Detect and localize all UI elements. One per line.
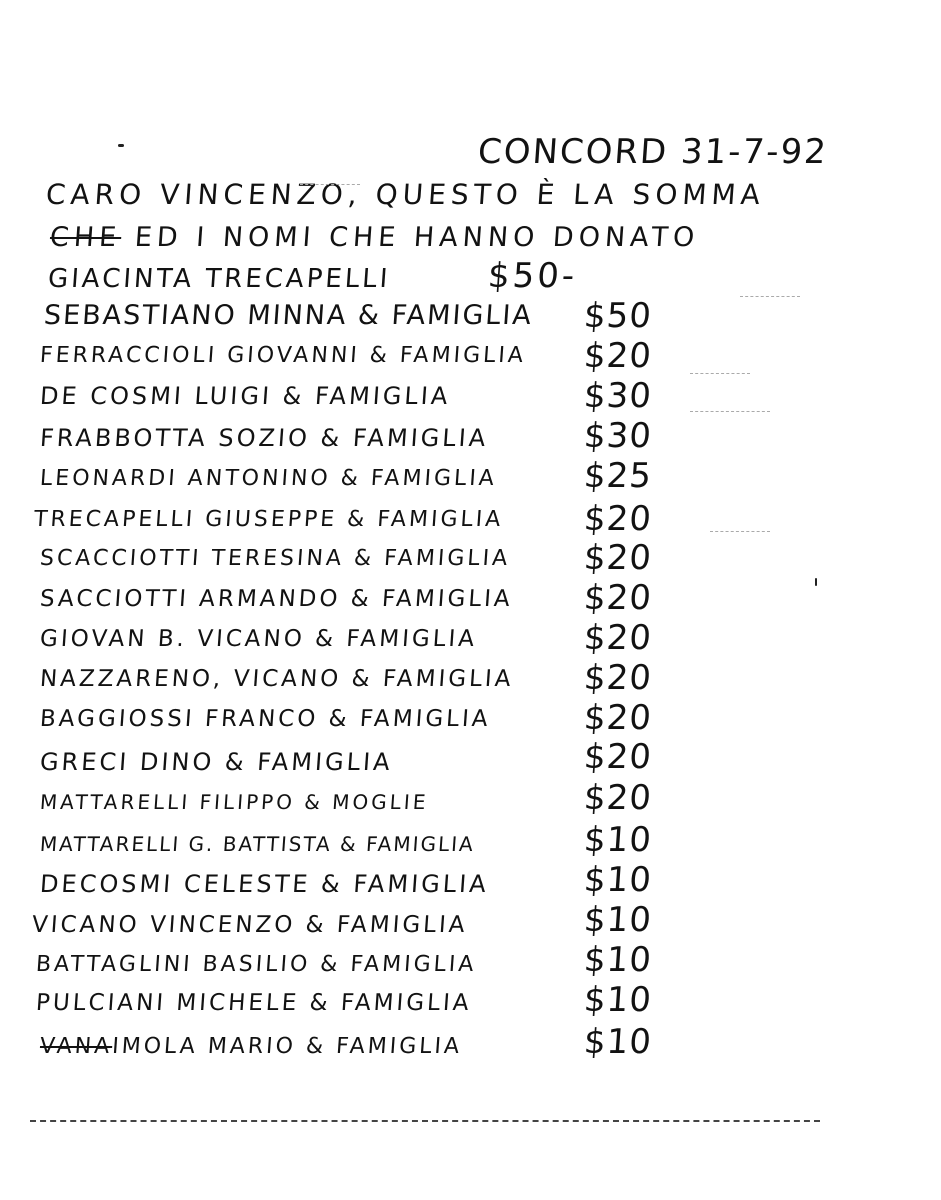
letter-intro-text: ED I NOMI CHE HANNO DONATO — [133, 222, 701, 253]
donor-amount: $50- — [486, 256, 579, 296]
donor-amount: $20 — [582, 737, 654, 777]
scan-speck — [118, 144, 124, 147]
scan-artifact — [710, 531, 770, 532]
donor-amount: $10 — [582, 820, 654, 860]
donor-amount: $20 — [582, 336, 654, 376]
scan-artifact — [740, 296, 800, 297]
donor-name: GIOVAN B. VICANO & FAMIGLIA — [39, 626, 478, 652]
donor-name: SACCIOTTI ARMANDO & FAMIGLIA — [39, 586, 514, 612]
donor-amount: $20 — [582, 658, 654, 698]
donor-name: NAZZARENO, VICANO & FAMIGLIA — [39, 666, 515, 692]
donor-name — [39, 1034, 463, 1059]
donor-amount: $25 — [582, 456, 654, 496]
donor-amount: $20 — [582, 618, 654, 658]
scan-speck — [815, 578, 817, 586]
donor-name: BATTAGLINI BASILIO & FAMIGLIA — [35, 952, 478, 977]
donor-amount: $20 — [582, 578, 654, 618]
donor-name: FERRACCIOLI GIOVANNI & FAMIGLIA — [39, 343, 527, 368]
struck-word: VANA — [39, 1034, 114, 1059]
donor-amount: $10 — [582, 900, 654, 940]
donor-amount: $10 — [582, 980, 654, 1020]
donor-name: GRECI DINO & FAMIGLIA — [39, 748, 394, 776]
donor-name: FRABBOTTA SOZIO & FAMIGLIA — [39, 424, 490, 452]
donor-amount: $20 — [582, 538, 654, 578]
donor-name: TRECAPELLI GIUSEPPE & FAMIGLIA — [33, 507, 505, 532]
donor-name: MATTARELLI G. BATTISTA & FAMIGLIA — [39, 832, 476, 856]
donor-amount: $30 — [582, 376, 654, 416]
donor-amount: $10 — [582, 940, 654, 980]
donor-name-text: IMOLA MARIO & FAMIGLIA — [111, 1034, 463, 1059]
donor-name: DE COSMI LUIGI & FAMIGLIA — [39, 382, 452, 410]
scan-artifact — [690, 411, 770, 412]
bottom-dashed-rule — [30, 1120, 820, 1122]
letter-greeting: CARO VINCENZO, QUESTO È LA SOMMA — [44, 178, 767, 211]
donor-name: GIACINTA TRECAPELLI — [46, 264, 392, 294]
scan-artifact — [300, 184, 360, 185]
donor-name: PULCIANI MICHELE & FAMIGLIA — [35, 990, 473, 1016]
donor-name: SCACCIOTTI TERESINA & FAMIGLIA — [39, 546, 511, 571]
donor-amount: $20 — [582, 778, 654, 818]
donor-amount: $50 — [582, 296, 654, 336]
donor-amount: $30 — [582, 416, 654, 456]
letter-date: CONCORD 31-7-92 — [476, 132, 830, 172]
donor-amount: $10 — [582, 860, 654, 900]
scan-artifact — [690, 373, 750, 374]
letter-intro-line — [49, 222, 700, 253]
donor-name: VICANO VINCENZO & FAMIGLIA — [31, 912, 469, 938]
donor-name: SEBASTIANO MINNA & FAMIGLIA — [42, 300, 534, 331]
donor-name: BAGGIOSSI FRANCO & FAMIGLIA — [39, 706, 492, 732]
donor-name: LEONARDI ANTONINO & FAMIGLIA — [39, 466, 498, 491]
donor-amount: $20 — [582, 698, 654, 738]
donor-name: MATTARELLI FILIPPO & MOGLIE — [39, 790, 430, 814]
struck-word: CHE — [48, 222, 123, 253]
donor-amount: $10 — [582, 1022, 654, 1062]
donor-amount: $20 — [582, 499, 654, 539]
donor-name: DECOSMI CELESTE & FAMIGLIA — [39, 870, 490, 898]
